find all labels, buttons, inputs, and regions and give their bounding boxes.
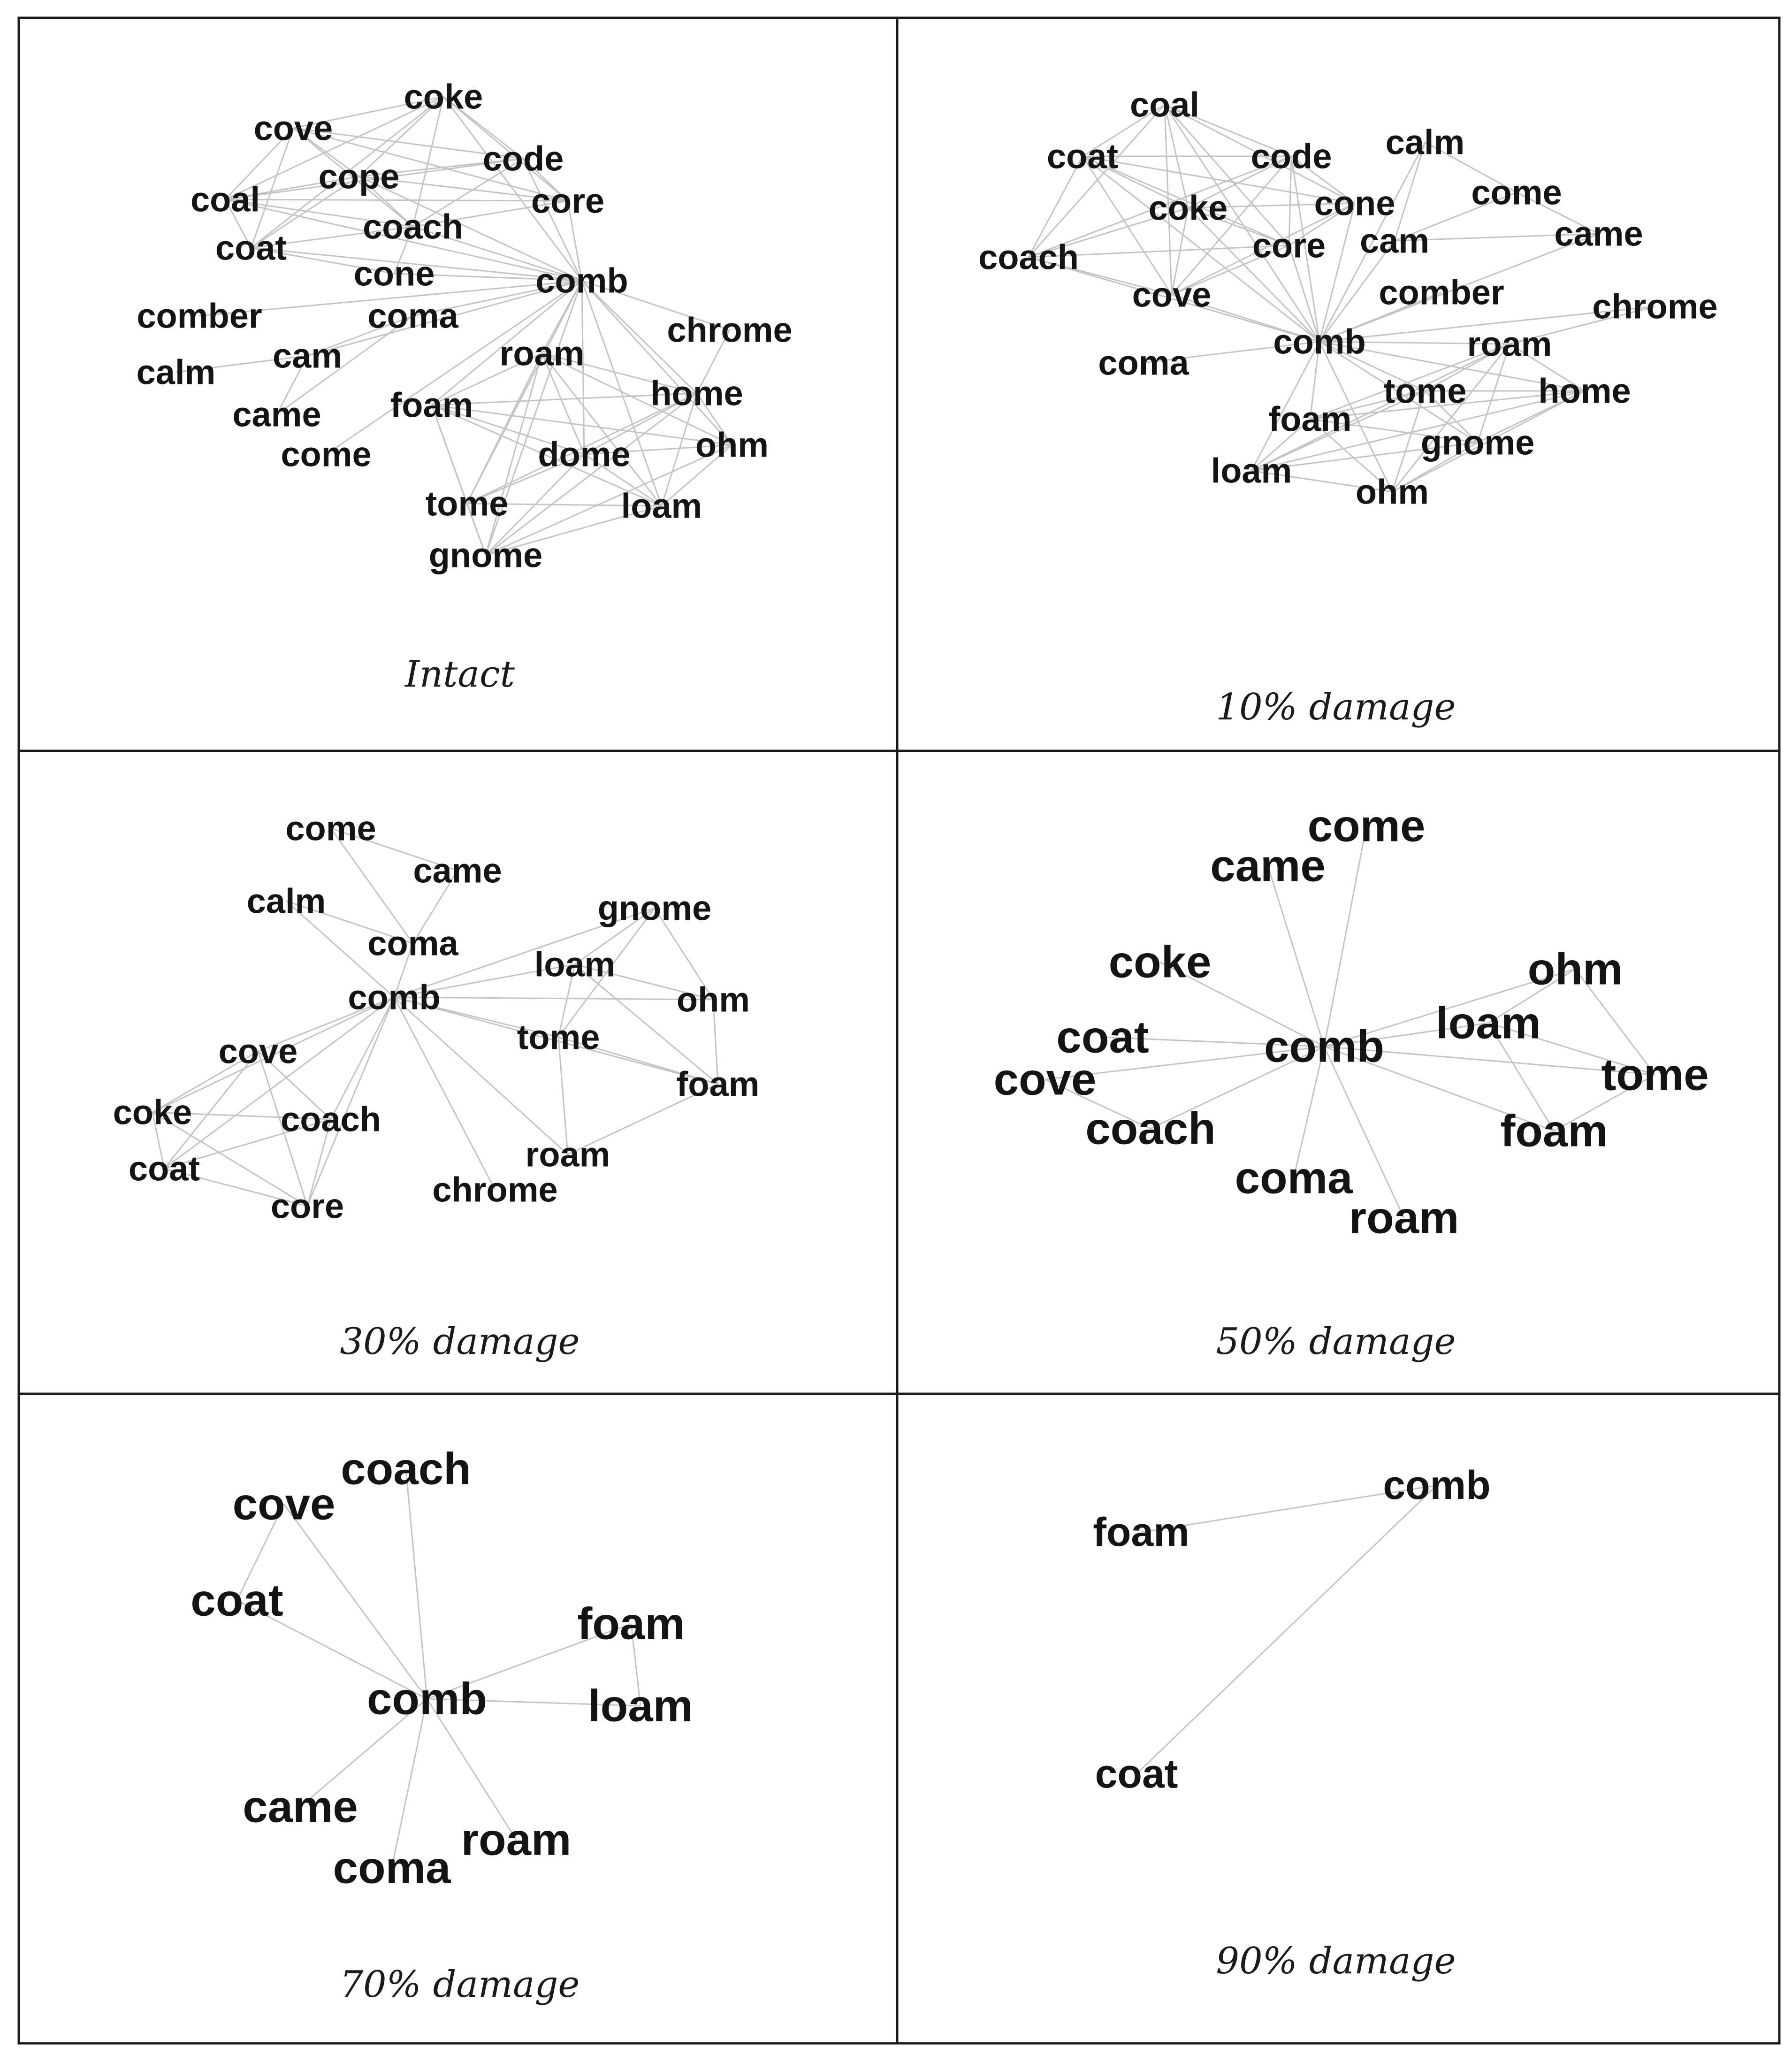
node-chrome: chrome bbox=[1592, 287, 1718, 326]
edge-cone-comb bbox=[1319, 203, 1355, 342]
node-core: core bbox=[1252, 226, 1326, 265]
node-comb: comb bbox=[1383, 1463, 1491, 1508]
node-coat: coat bbox=[191, 1575, 283, 1626]
edge-comb-come bbox=[1324, 826, 1366, 1047]
node-coat: coat bbox=[1046, 137, 1119, 176]
nodes bbox=[113, 809, 760, 1226]
node-core: core bbox=[270, 1186, 344, 1226]
node-dome: dome bbox=[538, 435, 631, 474]
node-comb: comb bbox=[348, 978, 441, 1017]
panel-30-percent-damage bbox=[19, 751, 897, 1394]
node-coat: coat bbox=[1095, 1751, 1178, 1796]
node-calm: calm bbox=[246, 881, 326, 921]
node-calm: calm bbox=[1385, 122, 1465, 162]
node-coke: coke bbox=[404, 77, 483, 116]
panel-10-percent-damage bbox=[897, 18, 1779, 751]
edge-roam-gnome bbox=[486, 353, 542, 555]
nodes bbox=[137, 77, 793, 575]
panel-caption: 90% damage bbox=[1216, 1940, 1456, 1982]
node-foam: foam bbox=[1268, 399, 1352, 439]
node-coat: coat bbox=[215, 228, 287, 267]
node-home: home bbox=[1538, 371, 1631, 411]
node-gnome: gnome bbox=[597, 888, 712, 928]
node-come: come bbox=[281, 435, 372, 474]
node-loam: loam bbox=[621, 486, 702, 526]
node-cove: cove bbox=[218, 1032, 298, 1071]
node-loam: loam bbox=[1211, 451, 1292, 490]
node-coma: coma bbox=[367, 924, 458, 963]
node-came: came bbox=[1554, 214, 1643, 253]
node-comb: comb bbox=[366, 1674, 488, 1724]
node-came: came bbox=[1210, 841, 1326, 891]
node-roam: roam bbox=[1349, 1192, 1459, 1243]
node-comber: comber bbox=[1379, 273, 1504, 312]
panel-caption: 70% damage bbox=[340, 1964, 580, 2006]
node-cam: cam bbox=[272, 336, 343, 375]
node-ohm: ohm bbox=[1355, 472, 1429, 512]
node-loam: loam bbox=[587, 1681, 694, 1731]
node-comb: comb bbox=[535, 261, 628, 300]
edge-comb-came bbox=[1268, 866, 1324, 1047]
node-tome: tome bbox=[425, 484, 509, 523]
node-came: came bbox=[413, 851, 502, 890]
node-coach: coach bbox=[281, 1100, 381, 1139]
panel-70-percent-damage bbox=[19, 1394, 897, 2043]
panel-caption: Intact bbox=[405, 653, 515, 695]
node-come: come bbox=[285, 809, 376, 848]
node-coal: coal bbox=[190, 180, 260, 219]
node-foam: foam bbox=[676, 1064, 760, 1104]
panel-caption: 10% damage bbox=[1216, 686, 1456, 728]
node-coach: coach bbox=[978, 237, 1079, 277]
node-ohm: ohm bbox=[695, 425, 769, 465]
panel-intact bbox=[19, 18, 897, 751]
node-cove: cove bbox=[232, 1479, 336, 1529]
node-cone: cone bbox=[1314, 183, 1395, 223]
edge-comb-cove bbox=[284, 1504, 427, 1699]
edge-coal-coach bbox=[1029, 105, 1165, 257]
node-core: core bbox=[531, 181, 605, 221]
node-cove: cove bbox=[993, 1054, 1097, 1105]
node-ohm: ohm bbox=[1527, 944, 1623, 994]
node-tome: tome bbox=[1383, 371, 1467, 411]
nodes bbox=[191, 1444, 693, 1893]
node-code: code bbox=[1251, 137, 1332, 176]
node-code: code bbox=[482, 139, 564, 178]
node-gnome: gnome bbox=[1420, 423, 1535, 462]
edge-comb-coach bbox=[406, 1469, 427, 1699]
nodes bbox=[994, 801, 1709, 1243]
panel-caption: 30% damage bbox=[340, 1321, 580, 1363]
edge-roam-loam bbox=[542, 353, 662, 506]
panel-caption: 50% damage bbox=[1216, 1321, 1456, 1363]
nodes bbox=[1093, 1463, 1490, 1796]
edge-comb-ohm bbox=[394, 997, 713, 1000]
node-came: came bbox=[232, 395, 321, 434]
panel-50-percent-damage bbox=[897, 751, 1779, 1394]
node-loam: loam bbox=[534, 945, 616, 984]
node-foam: foam bbox=[1500, 1106, 1608, 1156]
node-coach: coach bbox=[1085, 1103, 1216, 1154]
panel-90-percent-damage bbox=[897, 1394, 1779, 2043]
node-cone: cone bbox=[353, 254, 435, 293]
node-come: come bbox=[1307, 801, 1426, 851]
node-coach: coach bbox=[341, 1444, 471, 1494]
node-comber: comber bbox=[137, 296, 262, 336]
node-foam: foam bbox=[390, 385, 473, 425]
node-coma: coma bbox=[1098, 343, 1189, 382]
node-roam: roam bbox=[525, 1135, 610, 1174]
edge-comb-coat bbox=[164, 997, 394, 1169]
node-comb: comb bbox=[1264, 1021, 1385, 1072]
node-chrome: chrome bbox=[667, 310, 793, 350]
node-come: come bbox=[1471, 173, 1562, 212]
node-tome: tome bbox=[517, 1017, 600, 1057]
node-coke: coke bbox=[1148, 188, 1228, 228]
node-cam: cam bbox=[1359, 221, 1430, 260]
edge-comb-chrome bbox=[394, 997, 495, 1190]
node-cove: cove bbox=[1132, 275, 1212, 314]
node-coat: coat bbox=[1056, 1012, 1149, 1062]
node-coma: coma bbox=[367, 296, 458, 336]
node-coke: coke bbox=[1108, 937, 1212, 987]
node-coma: coma bbox=[333, 1842, 451, 1893]
edge-coal-core bbox=[225, 199, 568, 201]
node-loam: loam bbox=[1435, 998, 1541, 1048]
node-cove: cove bbox=[253, 108, 333, 148]
node-roam: roam bbox=[1467, 324, 1552, 364]
node-foam: foam bbox=[1093, 1510, 1190, 1555]
node-chrome: chrome bbox=[432, 1170, 558, 1209]
node-gnome: gnome bbox=[428, 535, 543, 575]
node-tome: tome bbox=[1601, 1049, 1709, 1100]
node-coat: coat bbox=[128, 1149, 200, 1188]
node-cope: cope bbox=[318, 157, 400, 196]
node-coach: coach bbox=[363, 207, 463, 246]
node-coma: coma bbox=[1235, 1153, 1353, 1203]
node-ohm: ohm bbox=[676, 980, 750, 1019]
node-roam: roam bbox=[461, 1814, 572, 1865]
node-home: home bbox=[650, 374, 743, 413]
node-coke: coke bbox=[113, 1093, 192, 1132]
node-coal: coal bbox=[1129, 85, 1200, 124]
node-foam: foam bbox=[577, 1598, 685, 1649]
node-calm: calm bbox=[136, 352, 216, 392]
node-roam: roam bbox=[499, 334, 585, 373]
node-came: came bbox=[243, 1781, 358, 1832]
node-comb: comb bbox=[1273, 322, 1366, 361]
